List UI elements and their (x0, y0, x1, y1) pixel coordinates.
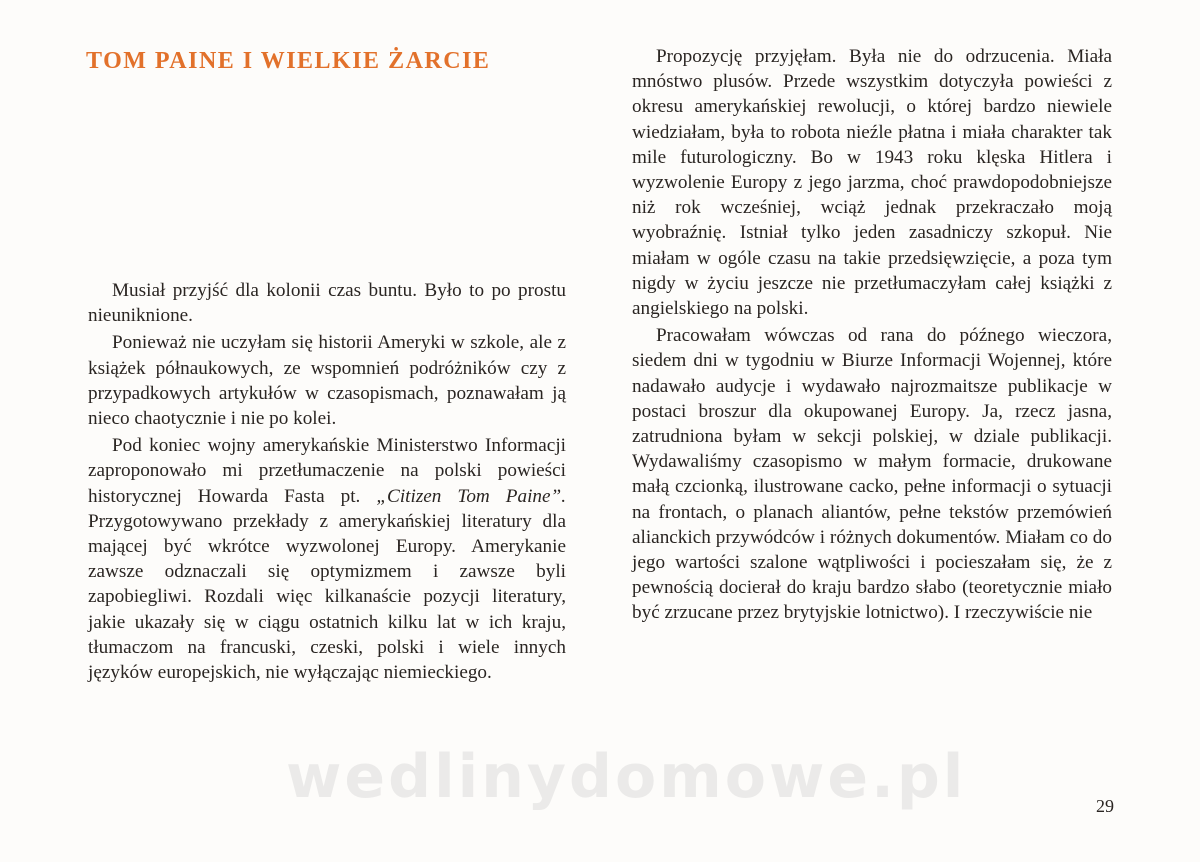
paragraph: Musiał przyjść dla kolonii czas buntu. Było to po prostu nieuniknione. (88, 280, 566, 327)
page-number: 29 (1096, 796, 1114, 816)
right-text-column (632, 44, 1112, 628)
paragraph: Pracowałam wówczas od rana do późnego wieczora, siedem dni w tygodniu w Biurze Informacji Wojennej, które nadawało audycje i wydawało najrozmaitsze publikacje w postaci broszur dla okupowanej Europy. Ja, rzecz jasna, zatrudniona byłam w sekcji polskiej, w dziale publikacji. Wydawaliśmy czasopismo w małym formacie, drukowane małą czcionką, ilustrowane cacko, pełne informacji o sytuacji na frontach, o planach aliantów, pełne tekstów przemówień alianckich przywódców i różnych dokumentów. Miałam co do jego wartości szalone wątpliwości i pocieszałam się, że z pewnością docierał do kraju bardzo słabo (teoretycznie miało być zrzucane przez brytyjskie lotnictwo). I rzeczywiście nie (632, 325, 1112, 624)
paragraph-text: Pod koniec wojny amerykańskie Ministerstwo Informacji zaproponowało mi przetłumaczenie na polski powieści historycznej Howarda Fasta pt. (88, 435, 566, 507)
paragraph: Ponieważ nie uczyłam się historii Ameryki w szkole, ale z książek półnaukowych, ze wspomnień podróżników czy z przypadkowych artykułów w czasopismach, poznawałam ją nieco chaotycznie i nie po kolei. (88, 332, 566, 430)
chapter-title: TOM PAINE I WIELKIE ŻARCIE (86, 48, 491, 74)
paragraph: Propozycję przyjęłam. Była nie do odrzucenia. Miała mnóstwo plusów. Przede wszystkim dotyczyła powieści z okresu amerykańskiej rewolucji, o której bardzo niewiele wiedziałam, była to robota nieźle płatna i miała charakter tak mile futurologiczny. Bo w 1943 roku klęska Hitlera i wyzwolenie Europy z jego jarzma, choć prawdopodobniejsze niż rok wcześniej, wciąż jednak przekraczało moją wyobraźnię. Istniał tylko jeden zasadniczy szkopuł. Nie miałam w ogóle czasu na takie przedsięwzięcie, a poza tym nigdy w życiu jeszcze nie przetłumaczyłam całej książki z angielskiego na polski. (632, 46, 1112, 320)
paragraph (88, 433, 566, 685)
book-title: „Citizen Tom Paine”. (376, 485, 566, 507)
left-text-column (88, 278, 566, 687)
watermark: wedlinydomowe.pl (286, 742, 967, 812)
paragraph-text: Przygotowywano przekłady z amerykańskiej literatury dla mającej być wkrótce wyzwolonej Europy. Amerykanie zawsze odznaczali się optymizmem i zawsze byli zapobiegliwi. Rozdali więc kilkanaście pozycji literatury, jakie ukazały się w ciągu ostatnich kilku lat w ich kraju, tłumaczom na francuski, czeski, polski i wiele innych języków europejskich, nie wyłączając niemieckiego. (88, 510, 566, 684)
